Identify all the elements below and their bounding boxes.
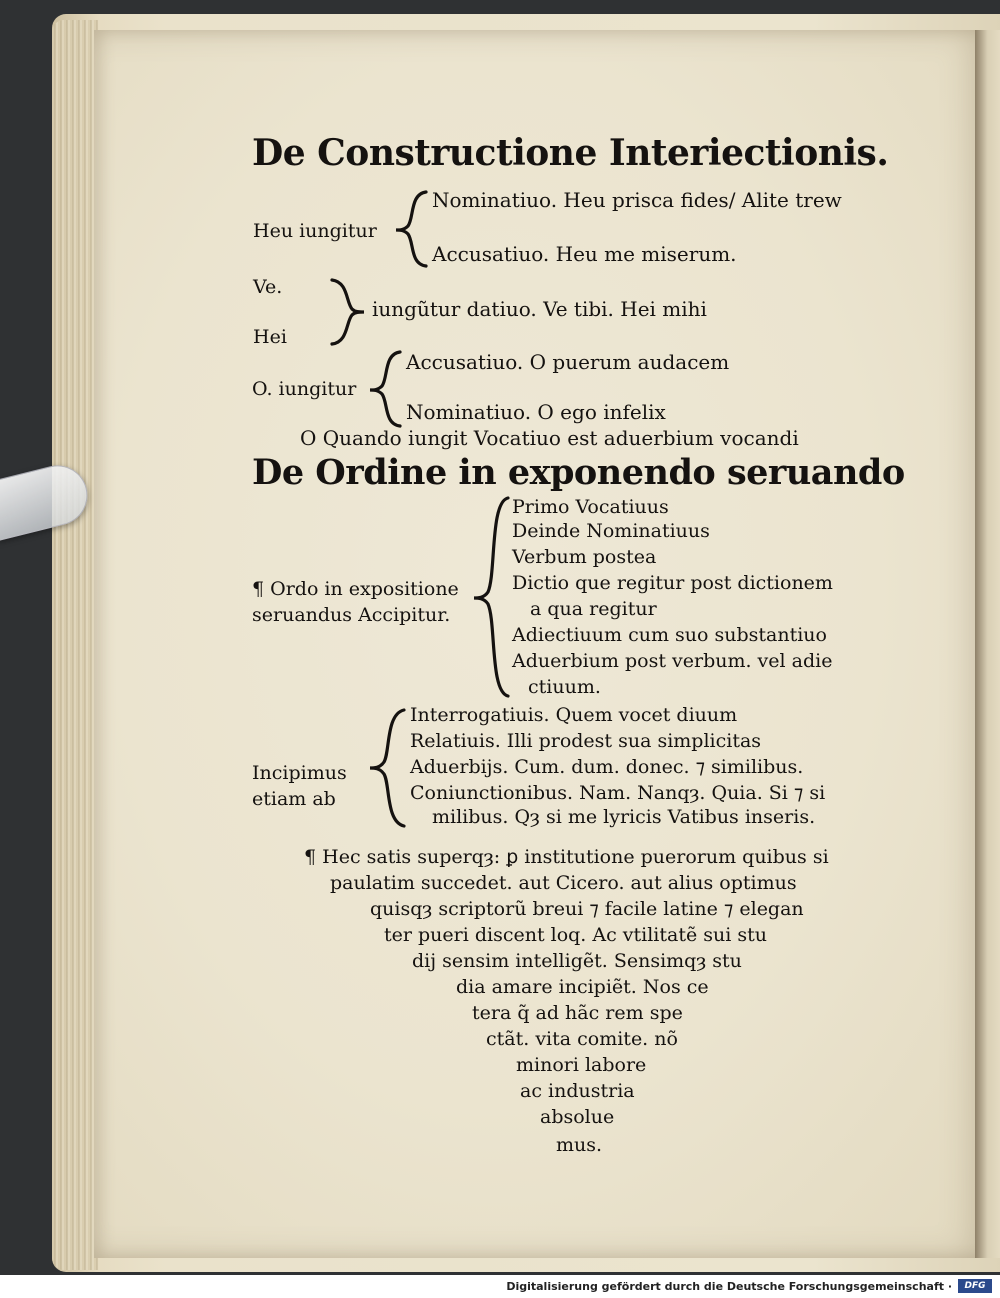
heu-brace	[392, 188, 432, 268]
incipimus-item-4: Coniunctionibus. Nam. Nanqȝ. Quia. Si ⁊ si	[410, 782, 826, 804]
ve-hei-text: iungũtur datiuo. Ve tibi. Hei mihi	[372, 297, 707, 321]
closing-line-4: ter pueri discent loq. Ac vtilitatẽ sui stu	[384, 924, 767, 946]
heu-item-2: Accusatiuo. Heu me miserum.	[432, 242, 737, 266]
incipimus-label-line-2: etiam ab	[252, 788, 336, 810]
incipimus-item-1: Interrogatiuis. Quem vocet diuum	[410, 704, 738, 726]
ordo-item-6: Adiectiuum cum suo substantiuo	[512, 624, 827, 646]
o-item-2: Nominatiuo. O ego infelix	[406, 400, 666, 424]
o-label: O. iungitur	[252, 378, 357, 400]
closing-line-6: dia amare incipiẽt. Nos ce	[456, 976, 709, 998]
digitization-footer	[0, 1275, 1000, 1298]
closing-line-3: quisqȝ scriptorũ breui ⁊ facile latine ⁊ elegan	[370, 898, 804, 920]
incipimus-brace	[366, 706, 410, 830]
footer-credit: Digitalisierung gefördert durch die Deutsche Forschungsgemeinschaft ·	[506, 1280, 952, 1293]
incipimus-item-2: Relatiuis. Illi prodest sua simplicitas	[410, 730, 762, 752]
ordo-item-8: ctiuum.	[528, 676, 601, 698]
hei-label: Hei	[253, 326, 287, 348]
closing-line-9: minori labore	[516, 1054, 647, 1076]
ordo-brace	[470, 494, 514, 700]
o-item-1: Accusatiuo. O puerum audacem	[406, 350, 730, 374]
ordo-label-line-1: ¶ Ordo in expositione	[252, 578, 459, 600]
closing-line-2: paulatim succedet. aut Cicero. aut alius optimus	[330, 872, 797, 894]
o-note: O Quando iungit Vocatiuo est aduerbium vocandi	[300, 426, 799, 450]
ordo-heading: De Ordine in exponendo seruando	[252, 452, 905, 493]
ordo-item-1: Primo Vocatiuus	[512, 496, 669, 518]
closing-line-1: ¶ Hec satis superqȝ: ꝑ institutione puerorum quibus si	[304, 846, 829, 868]
heu-label: Heu iungitur	[253, 220, 377, 242]
ordo-item-4: Dictio que regitur post dictionem	[512, 572, 833, 594]
closing-line-11: absolue	[540, 1106, 615, 1128]
ordo-label-line-2: seruandus Accipitur.	[252, 604, 451, 626]
book-gutter	[975, 30, 1000, 1258]
closing-line-10: ac industria	[520, 1080, 635, 1102]
ve-hei-brace	[328, 276, 368, 348]
ordo-item-3: Verbum postea	[512, 546, 657, 568]
closing-line-7: tera q̃ ad hãc rem spe	[472, 1002, 683, 1024]
heu-item-1: Nominatiuo. Heu prisca fides/ Alite trew	[432, 188, 842, 212]
incipimus-item-3: Aduerbijs. Cum. dum. donec. ⁊ similibus.	[410, 756, 804, 778]
closing-line-5: dij sensim intelligẽt. Sensimqȝ stu	[412, 950, 742, 972]
page-title: De Constructione Interiectionis.	[252, 132, 889, 174]
incipimus-label-line-1: Incipimus	[252, 762, 347, 784]
o-brace	[366, 348, 406, 428]
ordo-item-7: Aduerbium post verbum. vel adie	[512, 650, 833, 672]
ve-label: Ve.	[253, 276, 283, 298]
ordo-item-5: a qua regitur	[530, 598, 657, 620]
closing-line-12: mus.	[556, 1134, 603, 1156]
dfg-logo: DFG	[958, 1279, 992, 1293]
page-edges	[52, 20, 98, 1270]
ordo-item-2: Deinde Nominatiuus	[512, 520, 710, 542]
closing-line-8: ctãt. vita comite. nõ	[486, 1028, 678, 1050]
incipimus-item-5: milibus. Qȝ si me lyricis Vatibus inseris.	[432, 806, 816, 828]
